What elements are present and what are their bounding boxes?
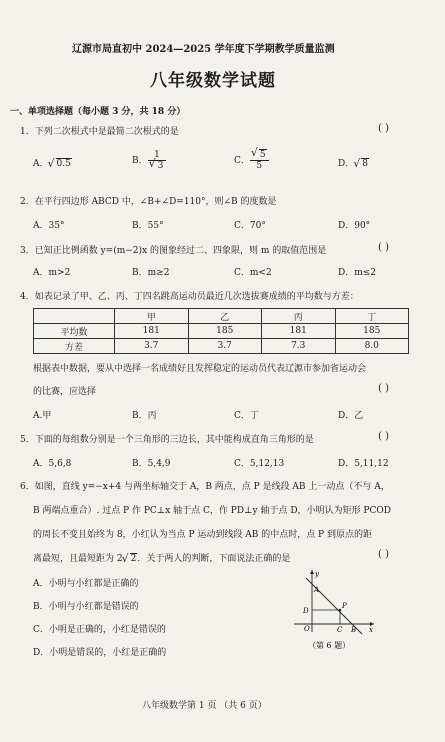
q1-d-radicand: 8 [362, 159, 368, 169]
q4-option-c: C．丁 [234, 411, 259, 421]
table-cell: 乙 [188, 309, 262, 324]
label-x: x [369, 626, 373, 634]
table-cell: 3.7 [188, 339, 262, 354]
q6-option-b: B．小明与小红都是错误的 [33, 602, 139, 612]
label-c: C [337, 626, 343, 634]
q4-option-b: B．丙 [132, 411, 157, 421]
q1-c-num-sqrt [252, 150, 267, 160]
q4-option-d: D．乙 [338, 411, 364, 421]
exam-title: 八年级数学试题 [150, 71, 276, 91]
table-row [34, 339, 409, 354]
q4-option-a: A.甲 [33, 411, 52, 421]
q1-option-d [338, 156, 369, 169]
figure-caption: （第 6 题） [308, 641, 351, 650]
q1-b-label: B． [132, 156, 148, 166]
q6-option-a: A．小明与小红都是正确的 [33, 579, 139, 589]
q2-option-b: B．55° [132, 221, 164, 231]
label-b: B [351, 626, 357, 634]
q1-c-fraction [250, 150, 269, 171]
q3-option-a: A．m>2 [33, 268, 71, 278]
q6-figure [288, 568, 378, 654]
q4-stem: 4．如表记录了甲、乙、丙、丁四名跳高运动员最近几次选拔赛成绩的平均数与方差： [20, 292, 359, 302]
q1-option-a [33, 156, 72, 169]
q5-option-d: D．5,11,12 [338, 459, 389, 469]
table-cell: 方差 [34, 339, 115, 354]
table-row [34, 324, 409, 339]
q1-c-label: C． [234, 156, 250, 166]
table-cell: 平均数 [34, 324, 115, 339]
q3-option-b: B．m≥2 [132, 268, 170, 278]
q1-stem: 1．下列二次根式中是最简二次根式的是 [20, 127, 179, 137]
q6-line-1: 6．如图，直线 y=−x+4 与两坐标轴交于 A，B 两点，点 P 是线段 AB 上一动点（不与 A， [20, 482, 390, 492]
table-header-row [34, 309, 409, 324]
table-cell: 181 [262, 324, 336, 339]
label-d: D [303, 607, 309, 615]
point-p [339, 609, 342, 612]
q1-answer-paren: ( ) [378, 123, 389, 134]
q3-answer-paren: ( ) [378, 242, 389, 253]
q5-answer-paren: ( ) [378, 431, 389, 442]
q6-radicand: 2 [130, 554, 137, 564]
q2-stem: 2．在平行四边形 ABCD 中，∠B+∠D=110°，则∠B 的度数是 [20, 197, 277, 207]
exam-header-line: 辽源市局直初中 2024—2025 学年度下学期教学质量监测 [72, 44, 335, 55]
q6-line-2: B 两端点重合）. 过点 P 作 PC⊥x 轴于点 C，作 PD⊥y 轴于点 D，小明认为矩形 PCOD [33, 506, 391, 516]
label-o: O [304, 625, 310, 633]
q2-option-a: A．35° [33, 221, 65, 231]
table-cell: 丙 [262, 309, 336, 324]
q1-b-fraction [148, 150, 167, 171]
q4-answer-paren: ( ) [378, 383, 389, 394]
table-cell: 丁 [335, 309, 409, 324]
q3-option-c: C．m<2 [234, 268, 272, 278]
q6-answer-paren: ( ) [378, 549, 389, 560]
table-cell: 3.7 [115, 339, 189, 354]
table-cell: 8.0 [335, 339, 409, 354]
q3-stem: 3．已知正比例函数 y=(m−2)x 的图象经过二、四象限，则 m 的取值范围是 [20, 246, 327, 256]
q1-b-den-sqrt [150, 161, 165, 171]
y-axis-arrow [310, 570, 314, 574]
q1-d-sqrt [354, 159, 369, 169]
q6-line-4-a: 离最短，且最短距为 2 [33, 554, 123, 564]
q1-option-c [234, 150, 269, 171]
table-cell: 181 [115, 324, 189, 339]
label-p: P [342, 602, 347, 610]
q4-stats-table [33, 308, 409, 354]
section-title: 一、单项选择题（每小题 3 分，共 18 分） [10, 107, 186, 117]
q2-option-c: C．70° [234, 221, 266, 231]
q5-stem: 5．下面的每组数分别是一个三角形的三边长，其中能构成直角三角形的是 [20, 435, 314, 445]
q1-c-den: 5 [256, 161, 263, 171]
q4-text-2: 的比赛，应选择 [33, 387, 97, 397]
table-cell: 甲 [115, 309, 189, 324]
q1-b-num: 1 [148, 150, 167, 161]
q1-a-radicand: 0.5 [56, 159, 71, 169]
label-y: y [315, 570, 319, 578]
table-cell: 7.3 [262, 339, 336, 354]
q5-option-a: A．5,6,8 [33, 459, 72, 469]
table-cell [34, 309, 115, 324]
q1-c-num-radicand: 5 [259, 150, 266, 160]
table-cell: 185 [188, 324, 262, 339]
q4-text-1: 根据表中数据，要从中选择一名成绩好且发挥稳定的运动员代表辽源市参加省运动会 [33, 364, 367, 374]
label-a: A [314, 586, 320, 594]
q6-line-3: 的周长不变且始终为 8，小红认为当点 P 运动到线段 AB 的中点时，点 P 到原点的距 [33, 530, 372, 540]
q1-a-label: A． [33, 159, 49, 169]
q1-d-label: D． [338, 159, 355, 169]
q1-b-den-radicand: 3 [157, 161, 164, 171]
q6-sqrt [123, 554, 138, 564]
q3-option-d: D．m≤2 [338, 268, 377, 278]
q5-option-b: B．5,4,9 [132, 459, 171, 469]
q5-option-c: C．5,12,13 [234, 459, 285, 469]
q2-option-d: D．90° [338, 221, 371, 231]
q6-option-d: D．小明是错误的，小红是正确的 [33, 648, 167, 658]
table-cell: 185 [335, 324, 409, 339]
q1-a-sqrt [49, 159, 72, 169]
q6-line-4 [33, 551, 290, 564]
q6-option-c: C．小明是正确的，小红是错误的 [33, 625, 166, 635]
q1-option-b [132, 150, 166, 171]
q6-line-4-b: ．关于两人的判断，下面说法正确的是 [137, 554, 291, 564]
page-footer: 八年级数学第 1 页 （共 6 页） [142, 701, 267, 711]
